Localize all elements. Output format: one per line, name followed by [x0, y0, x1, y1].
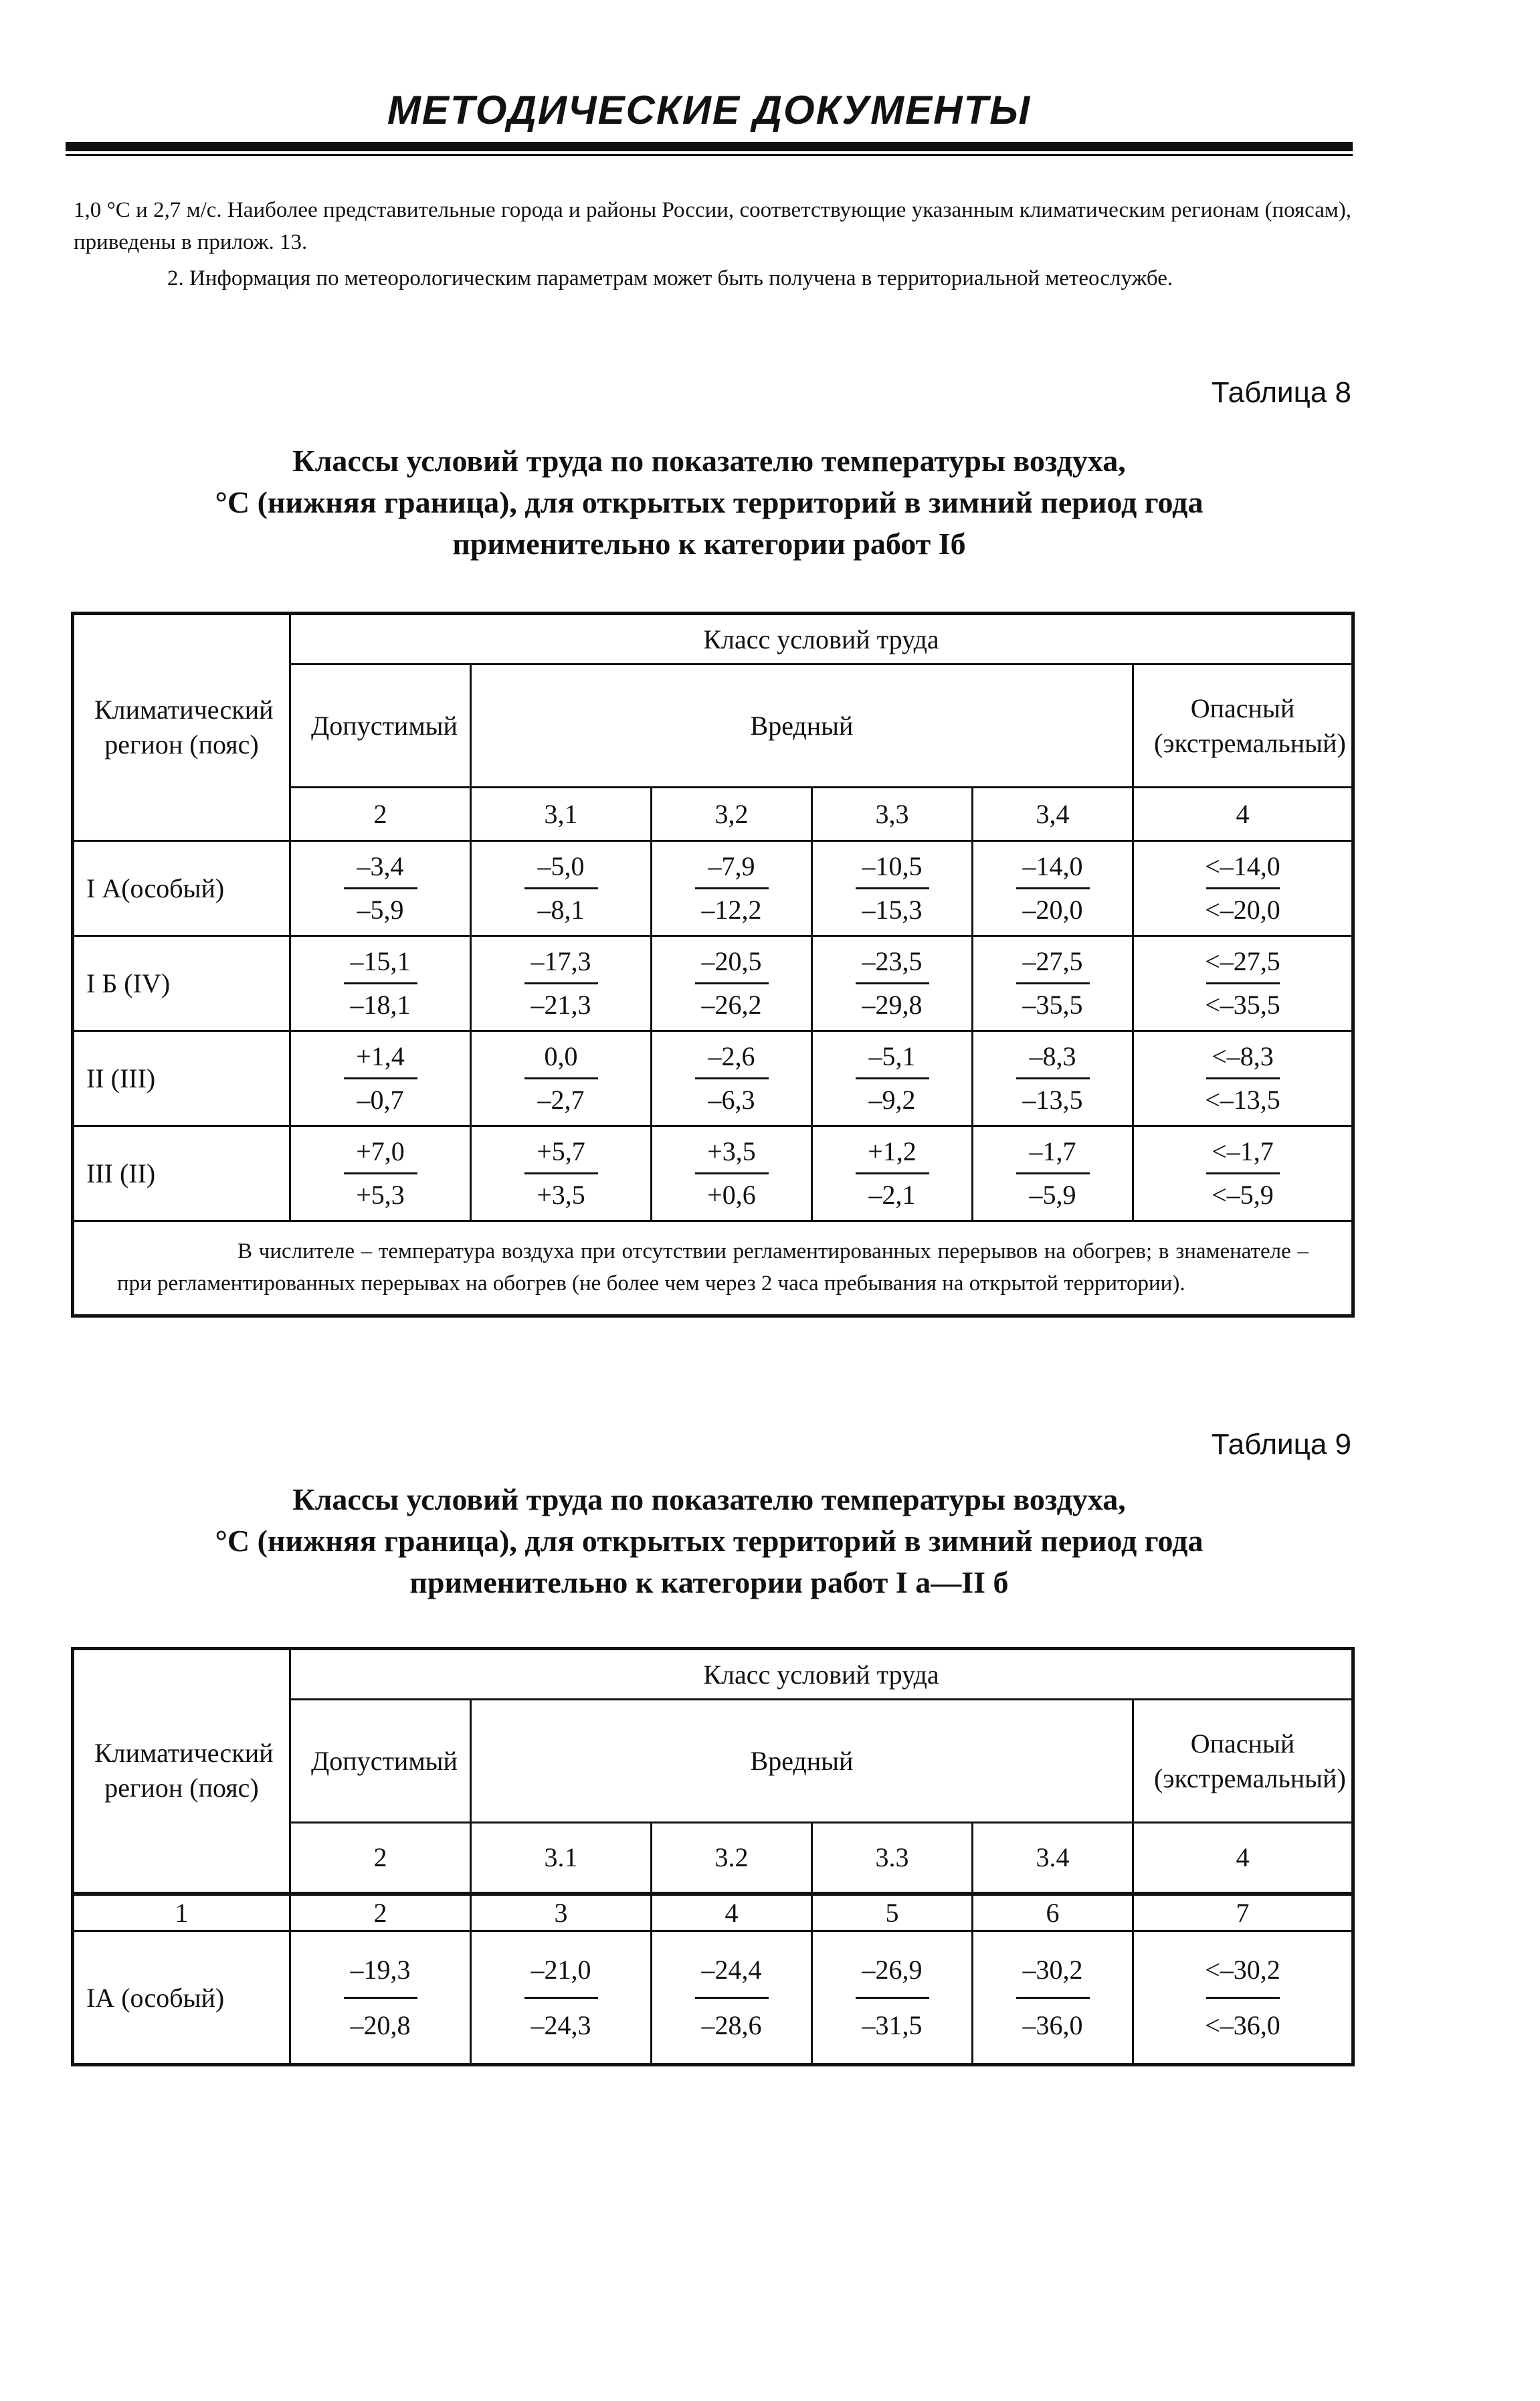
- denominator: +3,5: [537, 1180, 585, 1210]
- denominator: –18,1: [350, 990, 411, 1020]
- numerator: +5,7: [537, 1136, 585, 1166]
- table8-value-cell: [1133, 1126, 1353, 1221]
- table8-value-cell: [1133, 936, 1353, 1031]
- numerator: <–30,2: [1205, 1954, 1280, 1985]
- table9-title-line2: °С (нижняя граница), для открытых территорий в зимний период года: [215, 1524, 1204, 1558]
- table9-code: 4: [1133, 1823, 1353, 1894]
- numerator: <–8,3: [1212, 1041, 1274, 1071]
- fraction: [856, 1131, 929, 1216]
- numerator: –3,4: [357, 851, 404, 881]
- table8-title-line3: применительно к категории работ Iб: [452, 527, 966, 561]
- table9-col-number: 3: [471, 1894, 652, 1931]
- table8-title-line2: °С (нижняя граница), для открытых территорий в зимний период года: [215, 485, 1204, 519]
- denominator: –21,3: [531, 990, 591, 1020]
- table8-value-cell: [471, 936, 652, 1031]
- numerator: <–14,0: [1205, 851, 1280, 881]
- table8-value-cell: [290, 1126, 471, 1221]
- table9-header-allowed: Допустимый: [290, 1700, 471, 1823]
- table8-title-line1: Классы условий труда по показателю температуры воздуха,: [292, 444, 1126, 478]
- fraction: [344, 941, 417, 1026]
- denominator: –24,3: [531, 2010, 591, 2040]
- table9-header-harmful: Вредный: [471, 1700, 1133, 1823]
- denominator: –2,7: [537, 1085, 585, 1115]
- denominator: –31,5: [862, 2010, 923, 2040]
- table9-col-number: 2: [290, 1894, 471, 1931]
- table8-value-cell: [652, 1126, 812, 1221]
- table8-header-dangerous: Опасный (экстремальный): [1133, 664, 1353, 788]
- table9-value-cell: [973, 1931, 1133, 2065]
- fraction: [344, 846, 417, 931]
- fraction: [1205, 846, 1280, 931]
- fraction: [524, 1036, 598, 1121]
- denominator: –15,3: [862, 895, 923, 925]
- numerator: –24,4: [701, 1954, 762, 1985]
- table9-col-number: 6: [973, 1894, 1133, 1931]
- numerator: –21,0: [531, 1954, 591, 1985]
- numerator: –2,6: [708, 1041, 755, 1071]
- table8-title: [67, 440, 1351, 565]
- page-header-title: МЕТОДИЧЕСКИЕ ДОКУМЕНТЫ: [387, 88, 1032, 132]
- table8-region-cell: I А(особый): [73, 841, 290, 936]
- table9: [71, 1647, 1355, 2066]
- table8: [71, 612, 1355, 1318]
- table8-value-cell: [812, 936, 973, 1031]
- numerator: +7,0: [356, 1136, 405, 1166]
- denominator: –29,8: [862, 990, 923, 1020]
- denominator: –36,0: [1022, 2010, 1083, 2040]
- table9-title-line1: Классы условий труда по показателю температуры воздуха,: [292, 1482, 1126, 1516]
- table9-value-cell: [652, 1931, 812, 2065]
- table8-header-class: Класс условий труда: [290, 614, 1353, 664]
- table9-code: 3.2: [652, 1823, 812, 1894]
- table8-code: 3,4: [973, 788, 1133, 841]
- table8-code: 3,3: [812, 788, 973, 841]
- table9-col-number: 4: [652, 1894, 812, 1931]
- fraction: [1205, 941, 1280, 1026]
- numerator: –14,0: [1022, 851, 1083, 881]
- table8-value-cell: [290, 936, 471, 1031]
- numerator: +1,4: [356, 1041, 405, 1071]
- fraction: [524, 941, 598, 1026]
- table8-note: [73, 1221, 1353, 1316]
- fraction: [344, 1131, 417, 1216]
- fraction: [1206, 1131, 1280, 1216]
- numerator: –26,9: [862, 1954, 923, 1985]
- denominator: <–35,5: [1205, 990, 1280, 1020]
- denominator: <–5,9: [1212, 1180, 1274, 1210]
- fraction: [524, 1131, 598, 1216]
- fraction: [856, 1036, 929, 1121]
- denominator: –5,9: [357, 895, 404, 925]
- denominator: –8,1: [537, 895, 585, 925]
- fraction: [856, 846, 929, 931]
- header-rule-thin: [66, 154, 1353, 156]
- table9-code: 2: [290, 1823, 471, 1894]
- table9-col-number: 7: [1133, 1894, 1353, 1931]
- fraction: [524, 846, 598, 931]
- table8-code: 4: [1133, 788, 1353, 841]
- table8-label: Таблица 8: [1211, 376, 1351, 409]
- denominator: <–36,0: [1205, 2010, 1280, 2040]
- table8-region-cell: II (III): [73, 1031, 290, 1126]
- table8-value-cell: [973, 841, 1133, 936]
- denominator: <–20,0: [1205, 895, 1280, 925]
- table8-value-cell: [973, 1031, 1133, 1126]
- table8-header-region: Климатический регион (пояс): [73, 614, 290, 841]
- denominator: +5,3: [356, 1180, 405, 1210]
- table8-code: 3,1: [471, 788, 652, 841]
- table8-value-cell: [471, 1031, 652, 1126]
- denominator: –12,2: [701, 895, 762, 925]
- numerator: –7,9: [708, 851, 755, 881]
- denominator: –5,9: [1029, 1180, 1076, 1210]
- table8-value-cell: [290, 841, 471, 936]
- table9-header-region: Климатический регион (пояс): [73, 1649, 290, 1894]
- fraction: [524, 1943, 598, 2052]
- table9-title: [67, 1479, 1351, 1603]
- denominator: –2,1: [868, 1180, 916, 1210]
- table9-code: 3.4: [973, 1823, 1133, 1894]
- numerator: –27,5: [1022, 946, 1083, 976]
- fraction: [1205, 1943, 1280, 2052]
- table9-value-cell: [471, 1931, 652, 2065]
- table8-row: [73, 1126, 1353, 1221]
- denominator: –9,2: [868, 1085, 916, 1115]
- table8-value-cell: [812, 1126, 973, 1221]
- fraction: [344, 1036, 417, 1121]
- denominator: –26,2: [701, 990, 762, 1020]
- fraction: [1205, 1036, 1280, 1121]
- table8-row: [73, 841, 1353, 936]
- fraction: [1016, 941, 1090, 1026]
- table8-code: 3,2: [652, 788, 812, 841]
- table8-value-cell: [812, 1031, 973, 1126]
- fraction: [695, 846, 769, 931]
- fraction: [695, 1036, 769, 1121]
- numerator: –19,3: [350, 1954, 411, 1985]
- table9-header-class: Класс условий труда: [290, 1649, 1353, 1700]
- numerator: +1,2: [868, 1136, 917, 1166]
- table9-header-dangerous: Опасный (экстремальный): [1133, 1700, 1353, 1823]
- table8-region-cell: I Б (IV): [73, 936, 290, 1031]
- numerator: –1,7: [1029, 1136, 1076, 1166]
- denominator: –0,7: [357, 1085, 404, 1115]
- denominator: –20,8: [350, 2010, 411, 2040]
- table8-value-cell: [652, 1031, 812, 1126]
- table8-value-cell: [1133, 841, 1353, 936]
- numerator: –17,3: [531, 946, 591, 976]
- numerator: –8,3: [1029, 1041, 1076, 1071]
- fraction: [1016, 1036, 1090, 1121]
- numerator: 0,0: [544, 1041, 578, 1071]
- table8-value-cell: [973, 1126, 1133, 1221]
- numerator: <–1,7: [1212, 1136, 1274, 1166]
- table9-code: 3.1: [471, 1823, 652, 1894]
- table8-value-cell: [471, 841, 652, 936]
- denominator: –28,6: [701, 2010, 762, 2040]
- table8-value-cell: [652, 936, 812, 1031]
- denominator: –35,5: [1022, 990, 1083, 1020]
- intro-paragraph-1: 1,0 °С и 2,7 м/с. Наиболее представительные города и районы России, соответствующие указанным климатическим регионам (поясам), приведены в прилож. 13.: [74, 198, 1351, 254]
- table8-value-cell: [1133, 1031, 1353, 1126]
- table9-value-cell: [290, 1931, 471, 2065]
- intro-paragraph-2: 2. Информация по метеорологическим параметрам может быть получена в территориальной метеослужбе.: [167, 266, 1173, 290]
- numerator: <–27,5: [1205, 946, 1280, 976]
- table8-header-allowed: Допустимый: [290, 664, 471, 788]
- table9-col-number: 5: [812, 1894, 973, 1931]
- table8-note-text: В числителе – температура воздуха при отсутствии регламентированных перерывов на обогрев; в знаменателе – при регламентированных перерывах на обогрев (не более чем через 2 часа пребывания на открытой территории).: [117, 1239, 1309, 1296]
- fraction: [1016, 846, 1090, 931]
- table8-value-cell: [973, 936, 1133, 1031]
- numerator: –30,2: [1022, 1954, 1083, 1985]
- numerator: –10,5: [862, 851, 923, 881]
- numerator: +3,5: [707, 1136, 756, 1166]
- header-rule: [66, 142, 1353, 151]
- table8-value-cell: [652, 841, 812, 936]
- denominator: <–13,5: [1205, 1085, 1280, 1115]
- fraction: [1016, 1943, 1090, 2052]
- table9-title-line3: применительно к категории работ I а—II б: [409, 1565, 1009, 1599]
- table8-row: [73, 1031, 1353, 1126]
- table8-region-cell: III (II): [73, 1126, 290, 1221]
- table8-value-cell: [471, 1126, 652, 1221]
- table9-label: Таблица 9: [1211, 1428, 1351, 1461]
- table8-code: 2: [290, 788, 471, 841]
- fraction: [344, 1943, 417, 2052]
- fraction: [856, 941, 929, 1026]
- table9-region-cell: IА (особый): [73, 1931, 290, 2065]
- table9-col-number: 1: [73, 1894, 290, 1931]
- table8-row: [73, 936, 1353, 1031]
- numerator: –5,1: [868, 1041, 916, 1071]
- fraction: [1016, 1131, 1090, 1216]
- table9-code: 3.3: [812, 1823, 973, 1894]
- fraction: [856, 1943, 929, 2052]
- numerator: –23,5: [862, 946, 923, 976]
- fraction: [695, 1131, 769, 1216]
- table8-header-harmful: Вредный: [471, 664, 1133, 788]
- denominator: –6,3: [708, 1085, 755, 1115]
- table8-value-cell: [812, 841, 973, 936]
- denominator: –20,0: [1022, 895, 1083, 925]
- table9-value-cell: [1133, 1931, 1353, 2065]
- table9-row: [73, 1931, 1353, 2065]
- denominator: +0,6: [707, 1180, 756, 1210]
- fraction: [695, 1943, 769, 2052]
- table9-value-cell: [812, 1931, 973, 2065]
- numerator: –20,5: [701, 946, 762, 976]
- numerator: –5,0: [537, 851, 585, 881]
- table8-value-cell: [290, 1031, 471, 1126]
- numerator: –15,1: [350, 946, 411, 976]
- denominator: –13,5: [1022, 1085, 1083, 1115]
- fraction: [695, 941, 769, 1026]
